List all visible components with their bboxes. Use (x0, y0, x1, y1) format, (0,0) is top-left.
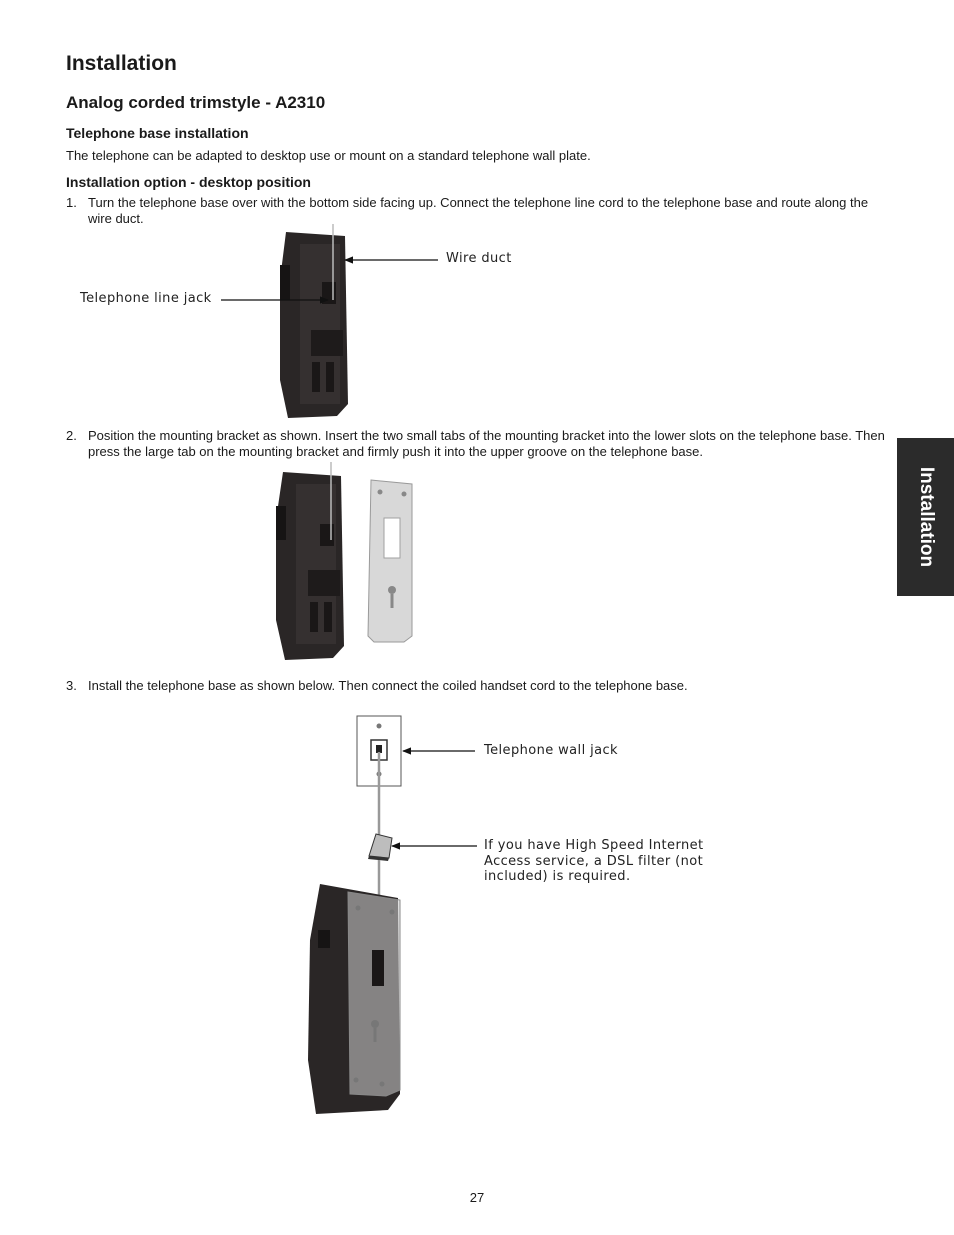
page-title: Installation (66, 52, 177, 75)
callout-line-jack: Telephone line jack (80, 291, 212, 306)
step-2-number: 2. (66, 428, 77, 443)
mounted-base (308, 884, 400, 1114)
callout-wire-duct: Wire duct (446, 251, 512, 266)
dsl-filter (368, 834, 392, 861)
step-1-number: 1. (66, 195, 77, 210)
step-2-text: Position the mounting bracket as shown. Insert the two small tabs of the mounting bracket into the lower slots on the telephone base. Then press the large tab on the mounting bracket and firmly push it into the upper groove on the telephone base. (88, 428, 885, 459)
subsection-title-base: Telephone base installation (66, 125, 249, 141)
section-title: Analog corded trimstyle - A2310 (66, 93, 326, 112)
mounting-bracket (368, 480, 412, 642)
side-tab-installation (897, 438, 954, 596)
side-tab-label: Installation (915, 466, 937, 568)
step-3-text: Install the telephone base as shown below. Then connect the coiled handset cord to the telephone base. (88, 678, 688, 693)
base-bottom-figure-2 (276, 462, 344, 660)
subsection-title-desktop: Installation option - desktop position (66, 174, 311, 190)
base-bottom-figure-1 (280, 224, 348, 418)
step-1-text: Turn the telephone base over with the bottom side facing up. Connect the telephone line cord to the telephone base and route along the wire duct. (88, 195, 869, 226)
callout-dsl-filter: If you have High Speed Internet Access service, a DSL filter (not included) is required. (484, 838, 704, 884)
page-number: 27 (469, 1190, 485, 1205)
subsection-text-base: The telephone can be adapted to desktop use or mount on a standard telephone wall plate. (66, 148, 591, 163)
callout-wall-jack: Telephone wall jack (484, 743, 618, 758)
step-3-number: 3. (66, 678, 77, 693)
